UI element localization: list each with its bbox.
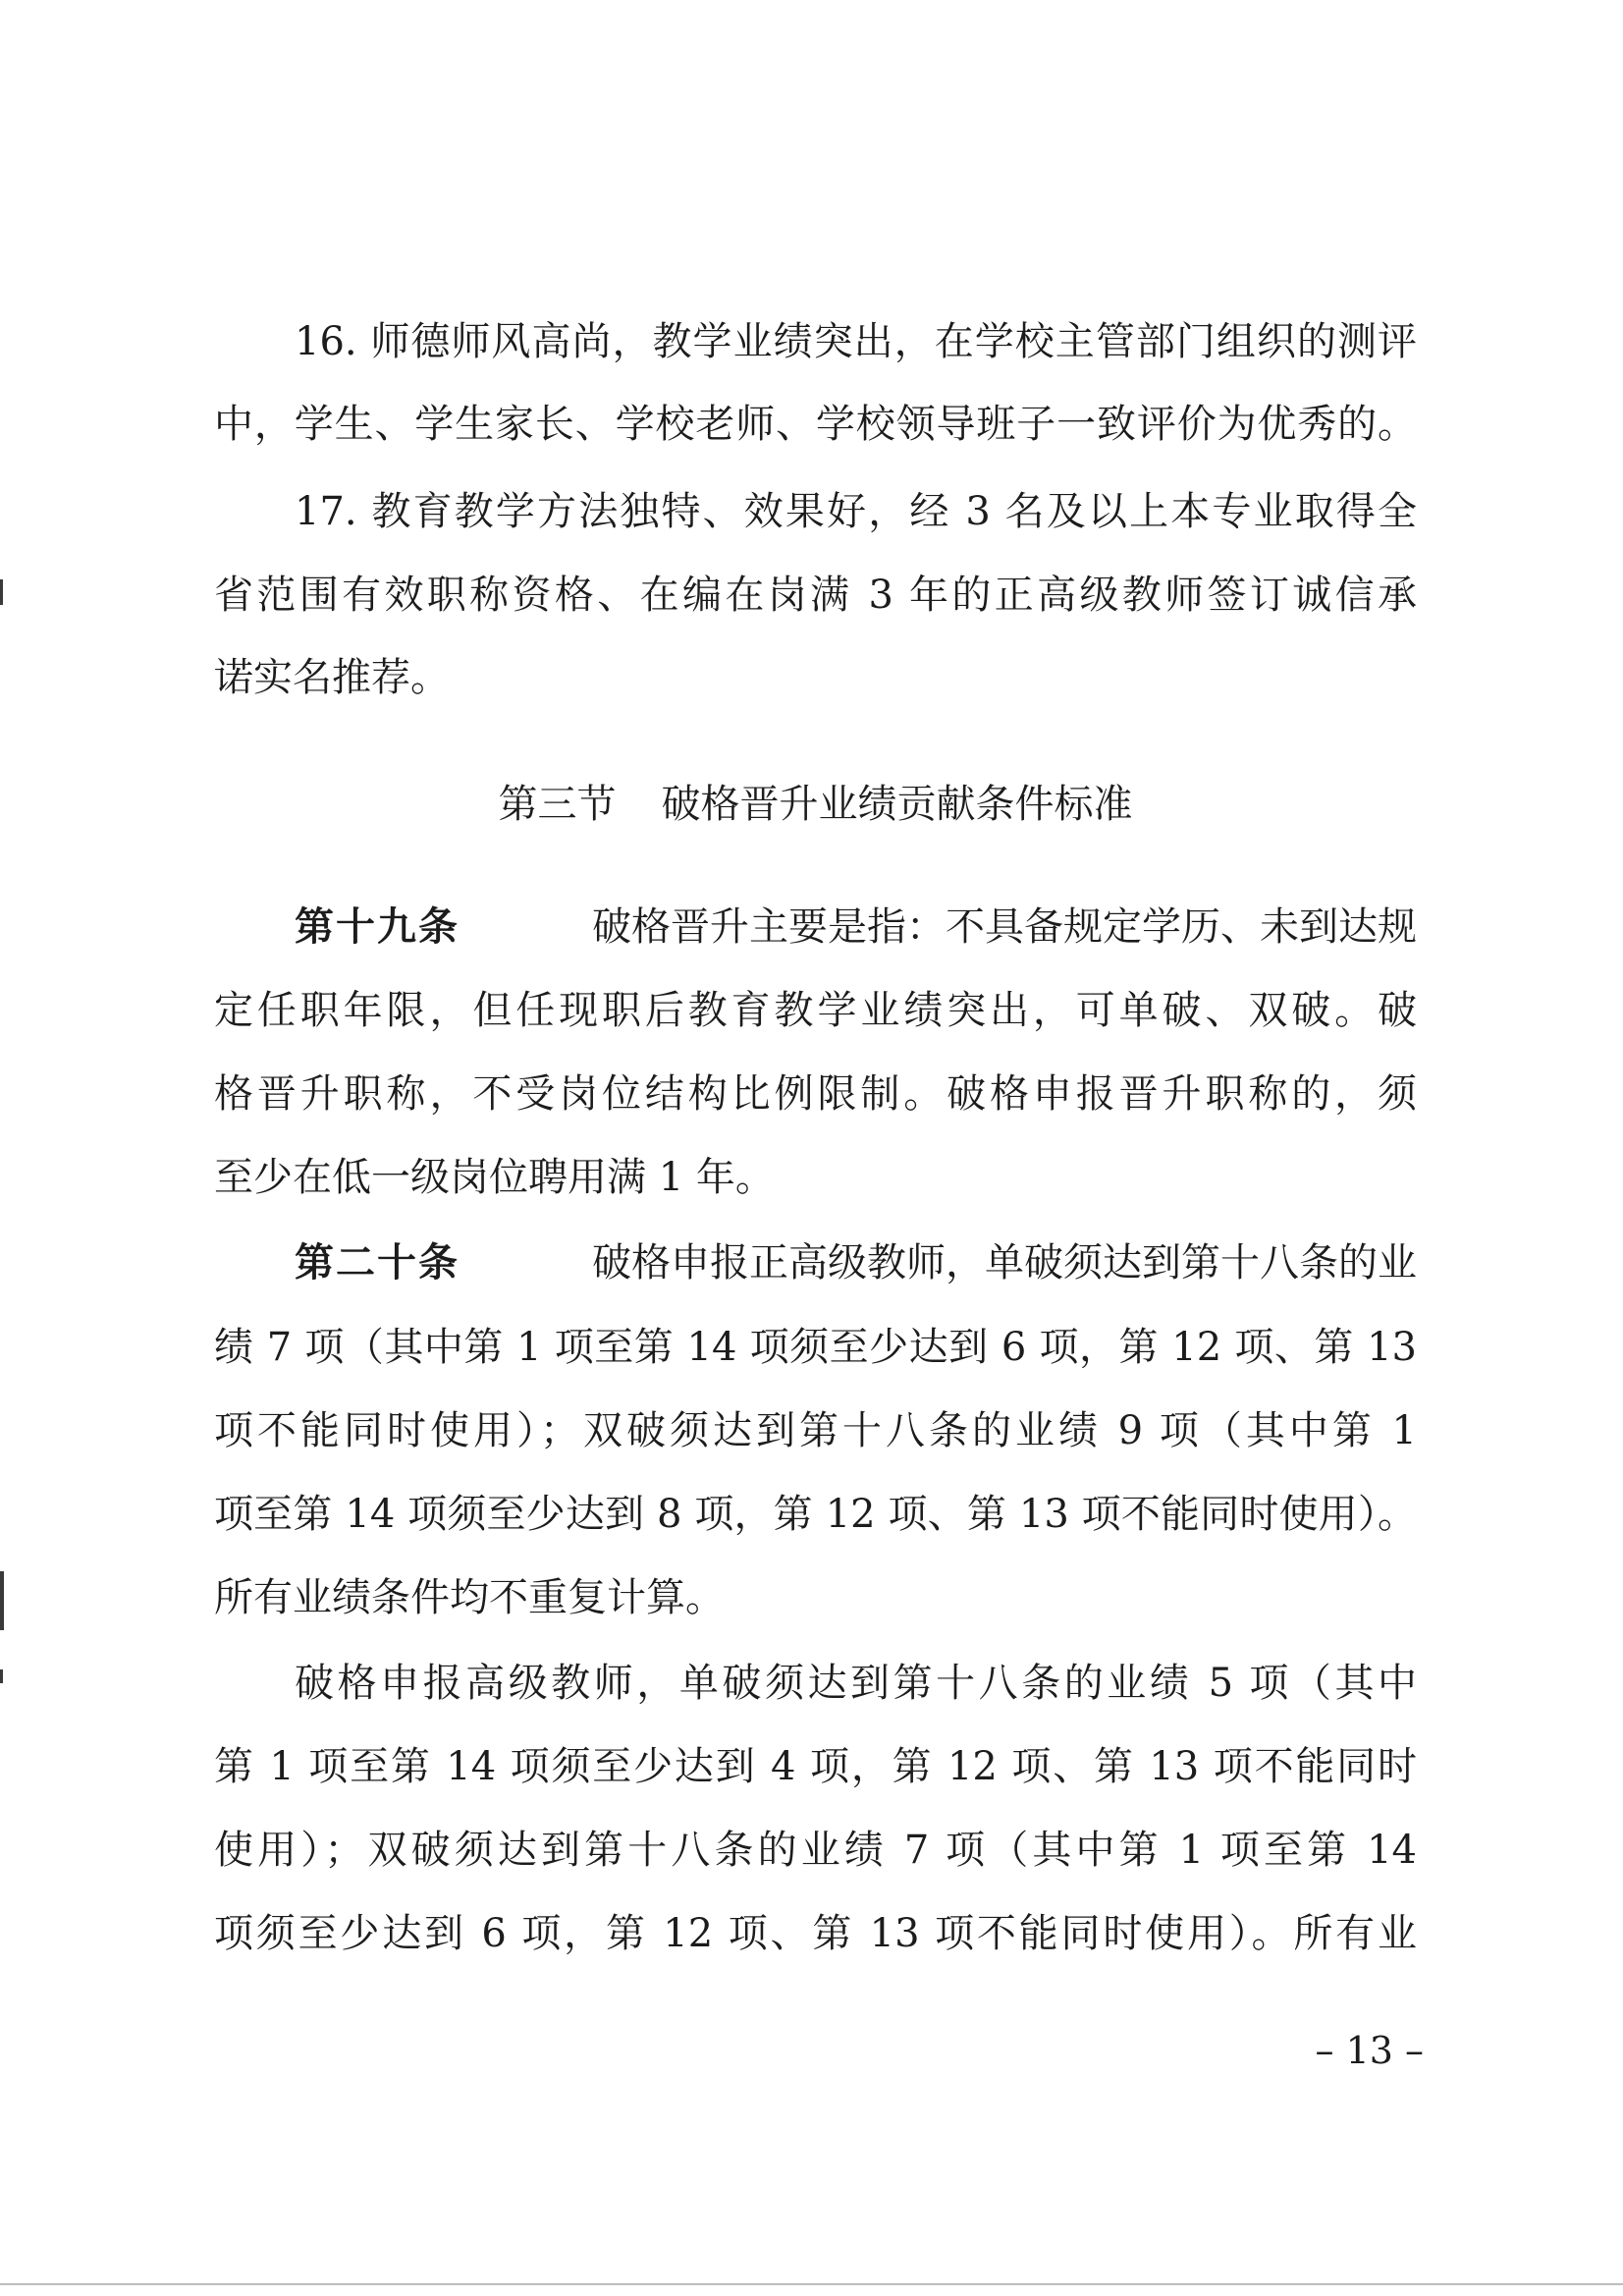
section-heading-title: 破格晋升业绩贡献条件标准 [661, 782, 1133, 827]
article19-label: 第十九条 [295, 903, 460, 950]
section-heading-label: 第三节 [498, 782, 617, 827]
article19-line-3: 格晋升职称，不受岗位结构比例限制。破格申报晋升职称的，须 [214, 1071, 1417, 1117]
article20-line-1 [295, 1228, 1417, 1298]
item16-line-2: 中，学生、学生家长、学校老师、学校领导班子一致评价为优秀的。 [214, 402, 1417, 447]
senior-paragraph-line-3: 使用）；双破须达到第十八条的业绩 7 项（其中第 1 项至第 14 [214, 1828, 1417, 1873]
article19-line-2: 定任职年限，但任现职后教育教学业绩突出，可单破、双破。破 [214, 988, 1417, 1033]
article19-line-1 [295, 892, 1417, 962]
article20-line-4: 项至第 14 项须至少达到 8 项，第 12 项、第 13 项不能同时使用）。 [214, 1492, 1417, 1537]
item16-line-1: 16. 师德师风高尚，教学业绩突出，在学校主管部门组织的测评 [295, 319, 1417, 364]
article20-line-3: 项不能同时使用）；双破须达到第十八条的业绩 9 项（其中第 1 [214, 1408, 1417, 1453]
article19-line-1-text: 破格晋升主要是指：不具备规定学历、未到达规 [592, 904, 1417, 950]
item17-line-2: 省范围有效职称资格、在编在岗满 3 年的正高级教师签订诚信承 [214, 573, 1417, 618]
item17-line-1: 17. 教育教学方法独特、效果好，经 3 名及以上本专业取得全 [295, 489, 1417, 534]
section-heading [214, 769, 1417, 840]
scan-edge-line [0, 2283, 1623, 2285]
scan-mark [0, 579, 3, 605]
article20-line-2: 绩 7 项（其中第 1 项至第 14 项须至少达到 6 项，第 12 项、第 13 [214, 1325, 1417, 1370]
scan-mark [0, 1669, 3, 1683]
article20-line-1-text: 破格申报正高级教师，单破须达到第十八条的业 [592, 1240, 1417, 1285]
article20-line-5: 所有业绩条件均不重复计算。 [214, 1575, 725, 1620]
page-number: – 13 – [1315, 2029, 1424, 2072]
senior-paragraph-line-2: 第 1 项至第 14 项须至少达到 4 项，第 12 项、第 13 项不能同时 [214, 1744, 1417, 1789]
item17-line-3: 诺实名推荐。 [214, 655, 450, 700]
article20-label: 第二十条 [295, 1239, 460, 1285]
scan-mark [0, 1571, 4, 1630]
article19-line-4: 至少在低一级岗位聘用满 1 年。 [214, 1155, 775, 1200]
senior-paragraph-line-1: 破格申报高级教师，单破须达到第十八条的业绩 5 项（其中 [295, 1661, 1417, 1706]
senior-paragraph-line-4: 项须至少达到 6 项，第 12 项、第 13 项不能同时使用）。所有业 [214, 1911, 1417, 1956]
